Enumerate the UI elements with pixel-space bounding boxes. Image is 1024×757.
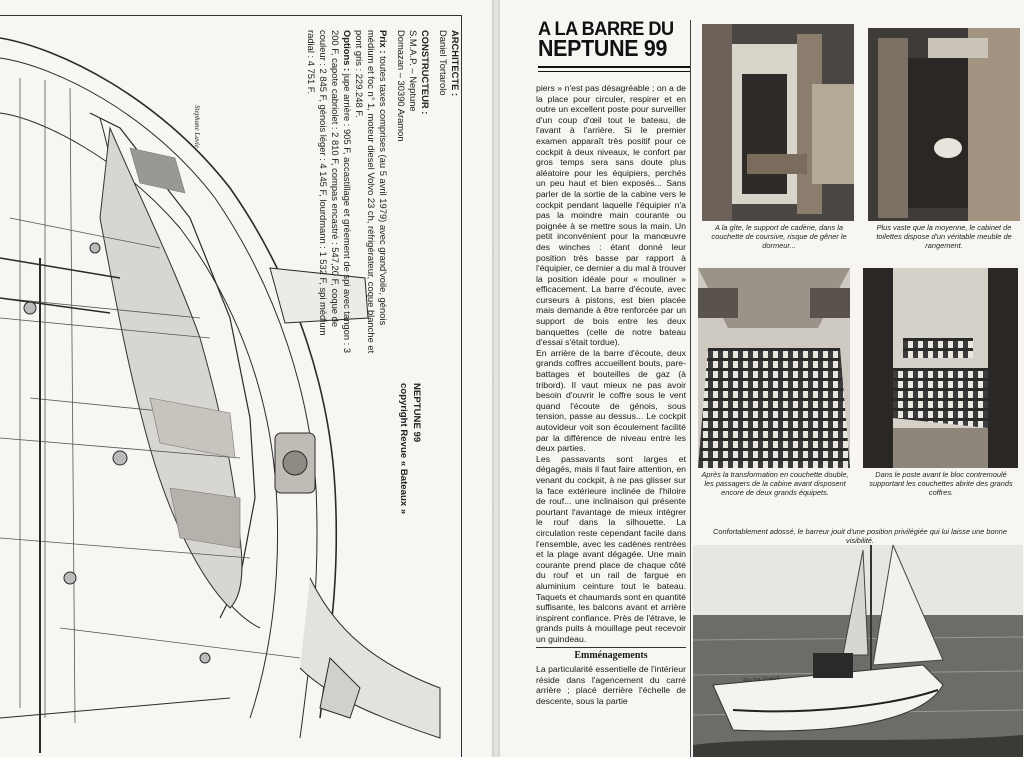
drawing-credit — [397, 383, 423, 523]
photo-yacht-sailing-image — [693, 545, 1023, 757]
caption-photo-2: Plus vaste que la moyenne, le cabinet de toilettes dispose d'un véritable meuble de rangement. — [876, 223, 1012, 250]
left-page — [0, 0, 492, 757]
photo-double-berth — [698, 268, 850, 468]
photo-double-berth-image — [698, 268, 850, 468]
artist-signature: Stephane Lavie — [193, 105, 201, 148]
caption-photo-3: Après la transformation en couchette double, les passagers de la cabine avant disposent encore de deux grands équipets. — [701, 470, 849, 497]
architect-name: Daniel Tortarolo — [438, 30, 449, 96]
photo-forward-cabin — [863, 268, 1018, 468]
article-paragraph: Les passavants sont larges et dégagés, mais il faut faire attention, en venant du cockpit, à ne pas glisser sur la face extérieure inclinée de l'hiloire de rouf... une inclinaison qui présente pourtant l'avantage de mieux intégrer le rouf dans la silhouette. La circulation reste cependant facile dans l'ensemble, avec les cadènes rentrées et la plage avant dégagée. Une main courante prend place de chaque côté du rouf et un rail de fargue en aluminium ceinture tout le bateau. Taquets et chaumards sont en quantité suffisante, les balcons avant et arrière inspirent confiance. Près de l'étrave, le grands puits à mouillage peut recevoir un guindeau. — [536, 453, 686, 644]
specifications-block — [305, 30, 461, 360]
photo-interior-berth-image — [702, 24, 854, 221]
photo-yacht-sailing — [693, 545, 1023, 757]
right-page — [500, 0, 1024, 757]
photo-toilet-cabinet — [868, 28, 1020, 221]
builder-line-1: S.M.A.P. – Neptune — [408, 30, 419, 112]
options-label: Options : — [342, 30, 353, 72]
article-body — [536, 83, 686, 706]
section-heading: Emménagements — [536, 647, 686, 662]
title-line-2: NEPTUNE 99 — [538, 35, 668, 61]
caption-photo-4: Dans le poste avant le bloc contremoulé supportant les couchettes abrite des grands coffres. — [869, 470, 1013, 497]
section-paragraph: La particularité essentielle de l'intérieur réside dans l'agencement du carré arrière ; placé derrière l'échelle de descente, sous la partie — [536, 664, 686, 706]
drawing-copyright: copyright Revue « Bateaux » — [398, 383, 409, 515]
price-text: toutes taxes comprises (au 5 avril 1979) avec grand'voile, génois médium et foc n° 1, moteur diesel Volvo 23 ch, réfrigérateur, coque blanche et pont gris : 229.248 F. — [354, 30, 389, 354]
title-rule-2 — [538, 71, 690, 72]
caption-photo-1: A la gîte, le support de cadène, dans la couchette de coursive, risque de gêner le dormeur... — [711, 223, 847, 250]
article-paragraph: piers » n'est pas désagréable ; on a de la place pour circuler, respirer et en outre un excellent poste pour surveiller d'un coup d'œil tout le bateau, de l'avant à l'arrière. Si le premier examen apparaît très positif pour ce cockpit à deux niveaux, le confort par gros temps sera sans doute plus aléatoire pour les équipiers, perchés un peu haut et bien exposés... Sans parler de la sortie de la cabine vers le cockpit pendant laquelle l'équipier n'a pas la moindre main courante ou poignée à se mettre sous la main. Un petit inconvénient pour la manœuvre des winches : étant donné leur position très basse par rapport à l'équipier, ce dernier a du mal à trouver la position idéale pour « mouliner » efficacement. La barre d'écoute, avec curseurs à pistons, est bien placée mais demande à être renforcée par un support de bois entre les deux banquettes (celle de notre bateau d'essai s'était tordue). — [536, 83, 686, 348]
photo-toilet-cabinet-image — [868, 28, 1020, 221]
builder-line-2: Domazan – 30390 Aramon — [396, 30, 407, 142]
photo-interior-berth — [702, 24, 854, 221]
column-rule — [690, 20, 691, 757]
page-top-rule — [0, 15, 462, 16]
price-label: Prix : — [378, 30, 389, 54]
article-title — [538, 18, 682, 61]
page-gutter — [492, 0, 500, 757]
title-rule-1 — [538, 66, 690, 68]
article-paragraph: En arrière de la barre d'écoute, deux grands coffres accueillent bouts, pare-battages et bouteilles de gaz (à tribord). Il vaut mieux ne pas avoir besoin d'ouvrir le coffre sous le vent quand l'écoute de génois, sous tension, passe au dessus... Le cockpit autovideur voit son écoulement facilité par la différence de niveau entre les deux parties. — [536, 347, 686, 454]
options-text: jupe arrière : 905 F, accastillage et gréement de spi avec tangon : 3 200 F, capote cabriolet : 2 810 F, compas encastré : 547,20 F, coque de couleur : 2 845 F, génois léger : 4 145 F, lourdmann : 1 532 F, spi médium radial : 4 751 F. — [306, 30, 353, 354]
hull-name: Racha d'oeuil — [742, 675, 780, 685]
title-line-1: A LA BARRE DU — [538, 18, 674, 40]
caption-photo-5: Confortablement adossé, le barreur jouit d'une position privilégiée qui lui laisse une bonne visibilité. — [713, 527, 1007, 545]
photo-forward-cabin-image — [863, 268, 1018, 468]
architect-label: ARCHITECTE : — [450, 30, 461, 97]
builder-label: CONSTRUCTEUR : — [420, 30, 431, 115]
drawing-title: NEPTUNE 99 — [411, 383, 422, 443]
